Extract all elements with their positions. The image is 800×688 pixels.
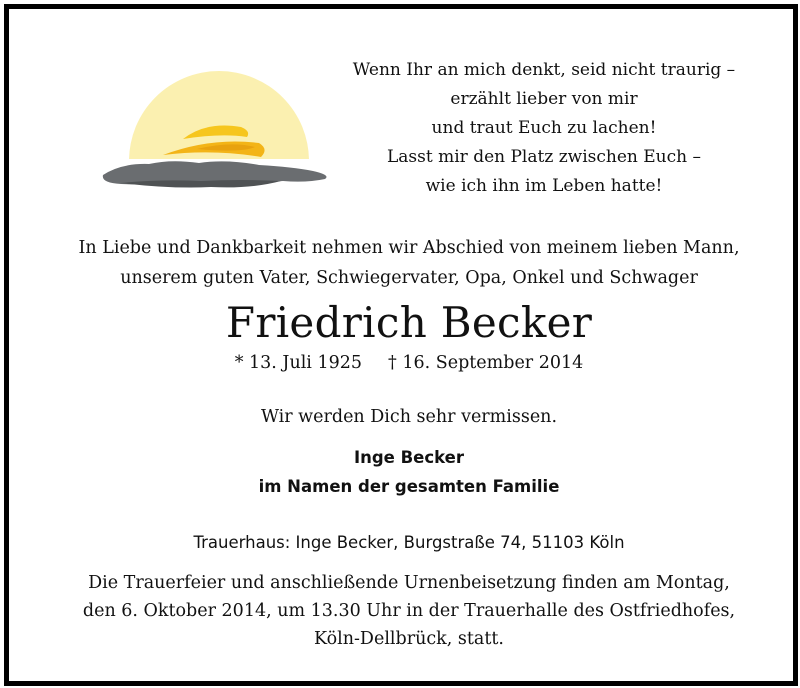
signer-note: im Namen der gesamten Familie <box>258 477 560 496</box>
deceased-name: Friedrich Becker <box>225 298 593 347</box>
ceremony-info <box>9 569 800 653</box>
intro-line: unserem guten Vater, Schwiegervater, Opa, Onkel und Schwager <box>120 268 698 288</box>
intro-text <box>39 233 779 293</box>
ceremony-line: Köln-Dellbrück, statt. <box>314 629 504 649</box>
life-dates <box>9 350 800 376</box>
ceremony-line: Die Trauerfeier und anschließende Urnenbeisetzung finden am Montag, <box>88 573 730 593</box>
obituary-frame <box>4 4 798 686</box>
poem-line: Wenn Ihr an mich denkt, seid nicht traurig – <box>352 60 736 80</box>
poem-line: und traut Euch zu lachen! <box>431 118 657 138</box>
sunset-icon <box>101 63 331 199</box>
poem-line: wie ich ihn im Leben hatte! <box>425 176 663 196</box>
farewell-text: Wir werden Dich sehr vermissen. <box>260 407 558 427</box>
signer-name: Inge Becker <box>353 448 465 467</box>
ceremony-line: den 6. Oktober 2014, um 13.30 Uhr in der Trauerhalle des Ostfriedhofes, <box>82 601 736 621</box>
poem <box>334 56 754 201</box>
signers <box>9 443 800 501</box>
poem-line: Lasst mir den Platz zwischen Euch – <box>387 147 701 167</box>
intro-line: In Liebe und Dankbarkeit nehmen wir Abschied von meinem lieben Mann, <box>78 238 740 258</box>
poem-line: erzählt lieber von mir <box>450 89 638 109</box>
birth-date: * 13. Juli 1925 <box>234 353 363 373</box>
death-date: † 16. September 2014 <box>388 353 584 373</box>
mourning-house-address: Trauerhaus: Inge Becker, Burgstraße 74, 51103 Köln <box>193 533 625 552</box>
